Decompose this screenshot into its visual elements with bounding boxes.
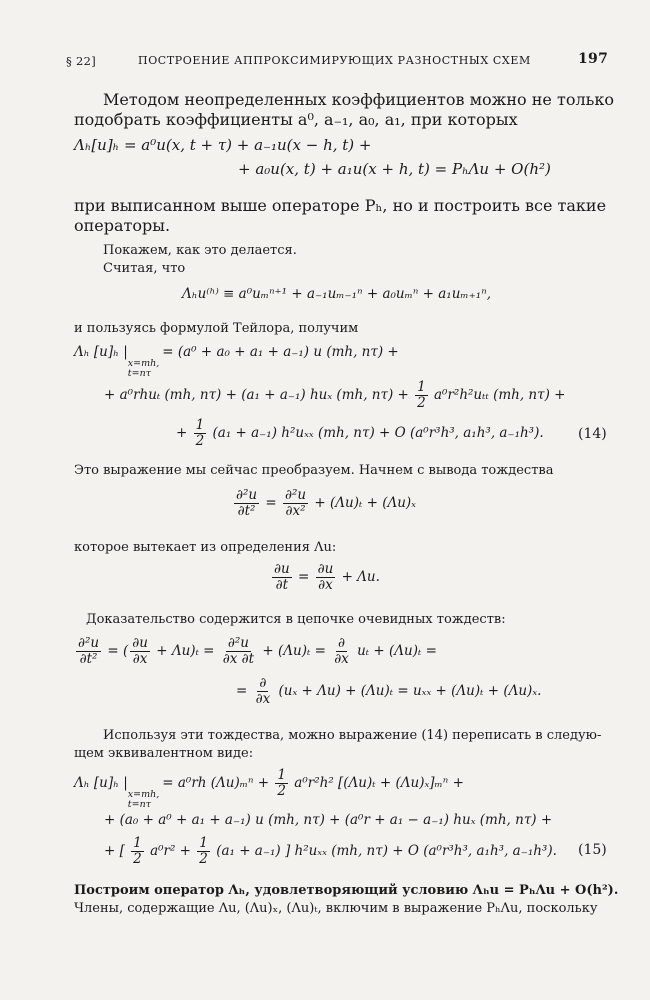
- running-title: ПОСТРОЕНИЕ АППРОКСИМИРУЮЩИХ РАЗНОСТНЫХ СХЕМ: [138, 54, 531, 67]
- equation-1-line-1: Λₕ[u]ₕ = a⁰u(x, t + τ) + a₋₁u(x − h, t) +: [74, 136, 372, 154]
- paragraph-6: которое вытекает из определения Λu:: [74, 540, 337, 555]
- paragraph-8-line-2: щем эквивалентном виде:: [74, 746, 254, 761]
- equation-identity: $\frac{\text{∂²u}}{\text{∂t²}}$ = $\frac{\text{∂²u}}{\text{∂x²}}$ + (Λu)ₜ + (Λu)ₓ: [236, 487, 416, 519]
- paragraph-7: Доказательство содержится в цепочке очевидных тождеств:: [86, 612, 506, 627]
- paragraph-9-line-1: Построим оператор Λₕ, удовлетворяющий условию Λₕu = PₕΛu + O(h²).: [74, 883, 619, 898]
- paragraph-2-line-2: операторы.: [74, 216, 171, 235]
- equation-chain-line-1: $\frac{\text{∂²u}}{\text{∂t²}}$ = ( $\frac{\partial u}{\partial x}$ + Λu)ₜ = $\frac{\text{∂²u}}{\partial x \partial t}$ + (Λu)ₜ = $\frac{\partial}{\partial x}$ uₜ + (Λu)ₜ =: [78, 635, 437, 667]
- equation-15-line-3: + [ $\frac{1}{2}$ a⁰r² + $\frac{1}{2}$ (a₁ + a₋₁) ] h²uₓₓ (mh, nτ) + O (a⁰r³h³, a₁h³, a₋₁h³).: [104, 835, 557, 867]
- paragraph-4: и пользуясь формулой Тейлора, получим: [74, 321, 359, 336]
- equation-14-number: (14): [578, 426, 607, 442]
- equation-15-line-2: + (a₀ + a⁰ + a₁ + a₋₁) u (mh, nτ) + (a⁰r + a₁ − a₋₁) huₓ (mh, nτ) +: [104, 812, 553, 828]
- paragraph-5: Это выражение мы сейчас преобразуем. Начнем с вывода тождества: [74, 463, 554, 478]
- equation-14-line-2: + a⁰rhuₜ (mh, nτ) + (a₁ + a₋₁) huₓ (mh, nτ) + $\frac{1}{2}$ a⁰r²h²uₜₜ (mh, nτ) +: [104, 379, 566, 411]
- equation-1-line-2: + a₀u(x, t) + a₁u(x + h, t) = PₕΛu + O(h²): [238, 160, 551, 178]
- equation-2: Λₕu⁽ʰ⁾ ≡ a⁰uₘⁿ⁺¹ + a₋₁uₘ₋₁ⁿ + a₀uₘⁿ + a₁uₘ₊₁ⁿ,: [182, 286, 491, 302]
- paragraph-3-line-1: Покажем, как это делается.: [103, 243, 297, 258]
- page-number: 197: [578, 51, 609, 67]
- paragraph-2-line-1: при выписанном выше операторе Pₕ, но и построить все такие: [74, 196, 607, 215]
- equation-15-line-1: Λₕ [u]ₕ | x=mh, t=nτ = a⁰rh (Λu)ₘⁿ + $\frac{1}{2}$ a⁰r²h² [(Λu)ₜ + (Λu)ₓ]ₘⁿ +: [74, 767, 464, 811]
- paragraph-3-line-2: Считая, что: [103, 261, 186, 276]
- paragraph-8-line-1: Используя эти тождества, можно выражение (14) переписать в следую-: [103, 728, 602, 743]
- paragraph-1-line-1: Методом неопределенных коэффициентов можно не только: [103, 90, 614, 109]
- section-reference: § 22]: [66, 54, 97, 68]
- equation-chain-line-2: = $\frac{\partial}{\partial x}$ (uₓ + Λu) + (Λu)ₜ = uₓₓ + (Λu)ₜ + (Λu)ₓ.: [236, 675, 542, 707]
- paragraph-9-line-2: Члены, содержащие Λu, (Λu)ₓ, (Λu)ₜ, включим в выражение PₕΛu, поскольку: [74, 901, 598, 916]
- equation-15-number: (15): [578, 842, 607, 858]
- paragraph-1-line-2: подобрать коэффициенты a⁰, a₋₁, a₀, a₁, при которых: [74, 110, 518, 129]
- equation-14-line-1: Λₕ [u]ₕ | x=mh, t=nτ = (a⁰ + a₀ + a₁ + a₋₁) u (mh, nτ) +: [74, 344, 399, 379]
- equation-definition: $\frac{\partial u}{\partial t}$ = $\frac{\partial u}{\partial x}$ + Λu.: [274, 561, 380, 593]
- equation-14-line-3: + $\frac{1}{2}$ (a₁ + a₋₁) h²uₓₓ (mh, nτ) + O (a⁰r³h³, a₁h³, a₋₁h³).: [176, 417, 544, 449]
